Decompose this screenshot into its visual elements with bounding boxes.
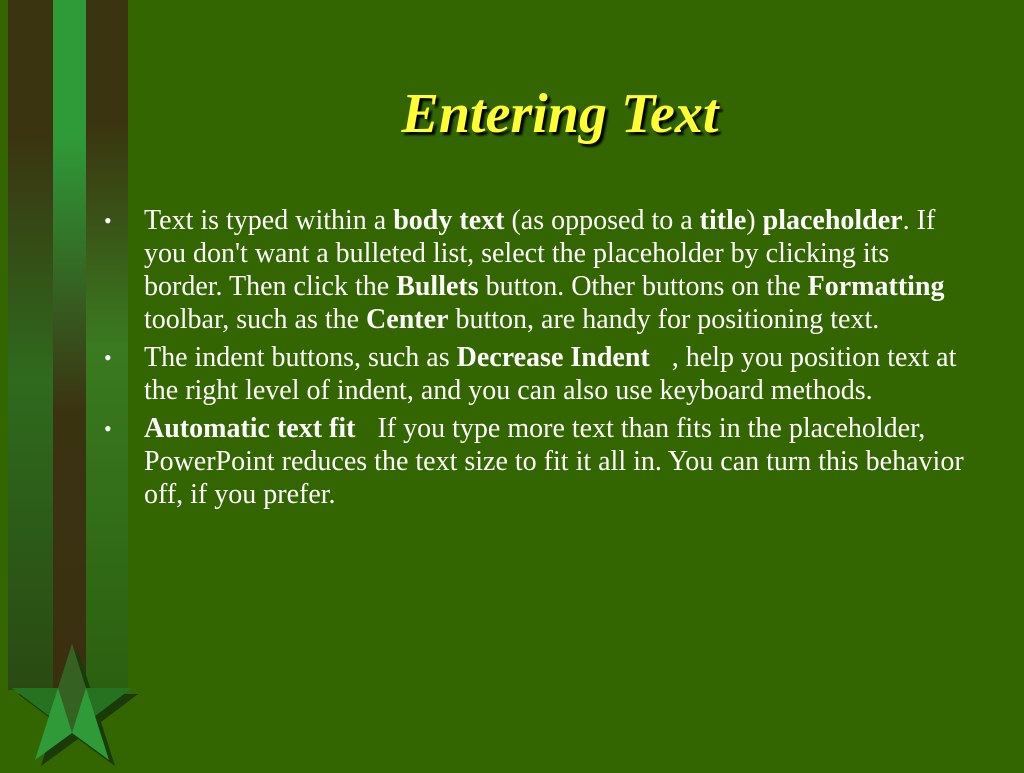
slide-title: Entering Text [401,83,719,145]
list-item [100,204,970,336]
bullet-text-bold: body text [393,205,505,236]
bullet-text: If you type more text than fits in the placeholder, PowerPoint reduces the text size to fit it all in. You can turn this behavior off, if you prefer. [144,413,964,510]
bullet-text: The indent buttons, such as [144,342,457,373]
bullet-list [100,204,970,516]
decorative-stripe-middle [53,0,86,690]
bullet-text: button. Other buttons on the [478,271,808,302]
bullet-text: (as opposed to a [504,205,700,236]
decorative-stripe-left [8,0,53,690]
star-icon [0,630,150,768]
bullet-text-bold: Bullets [396,271,479,302]
bullet-icon: • [104,416,112,441]
bullet-text: Text is typed within a [144,205,394,236]
bullet-text: , help you position text at the right level of indent, and you can also use keyboard methods. [144,342,957,406]
list-item [100,341,970,407]
bullet-text-bold: Decrease Indent [456,342,650,373]
bullet-text-bold: placeholder [762,205,903,236]
bullet-text-bold: title [699,205,747,236]
bullet-text: button, are handy for positioning text. [448,304,880,335]
bullet-icon: • [104,208,112,233]
bullet-icon: • [104,345,112,370]
bullet-text: toolbar, such as the [144,304,367,335]
bullet-text-bold: Formatting [807,271,945,302]
bullet-text-bold: Center [366,304,449,335]
bullet-text: . If you don't want a bulleted list, select the placeholder by clicking its border. Then click the [144,205,936,302]
bullet-text-bold: Automatic text fit [144,413,356,444]
bullet-text: ) [746,205,763,236]
list-item [100,412,970,511]
